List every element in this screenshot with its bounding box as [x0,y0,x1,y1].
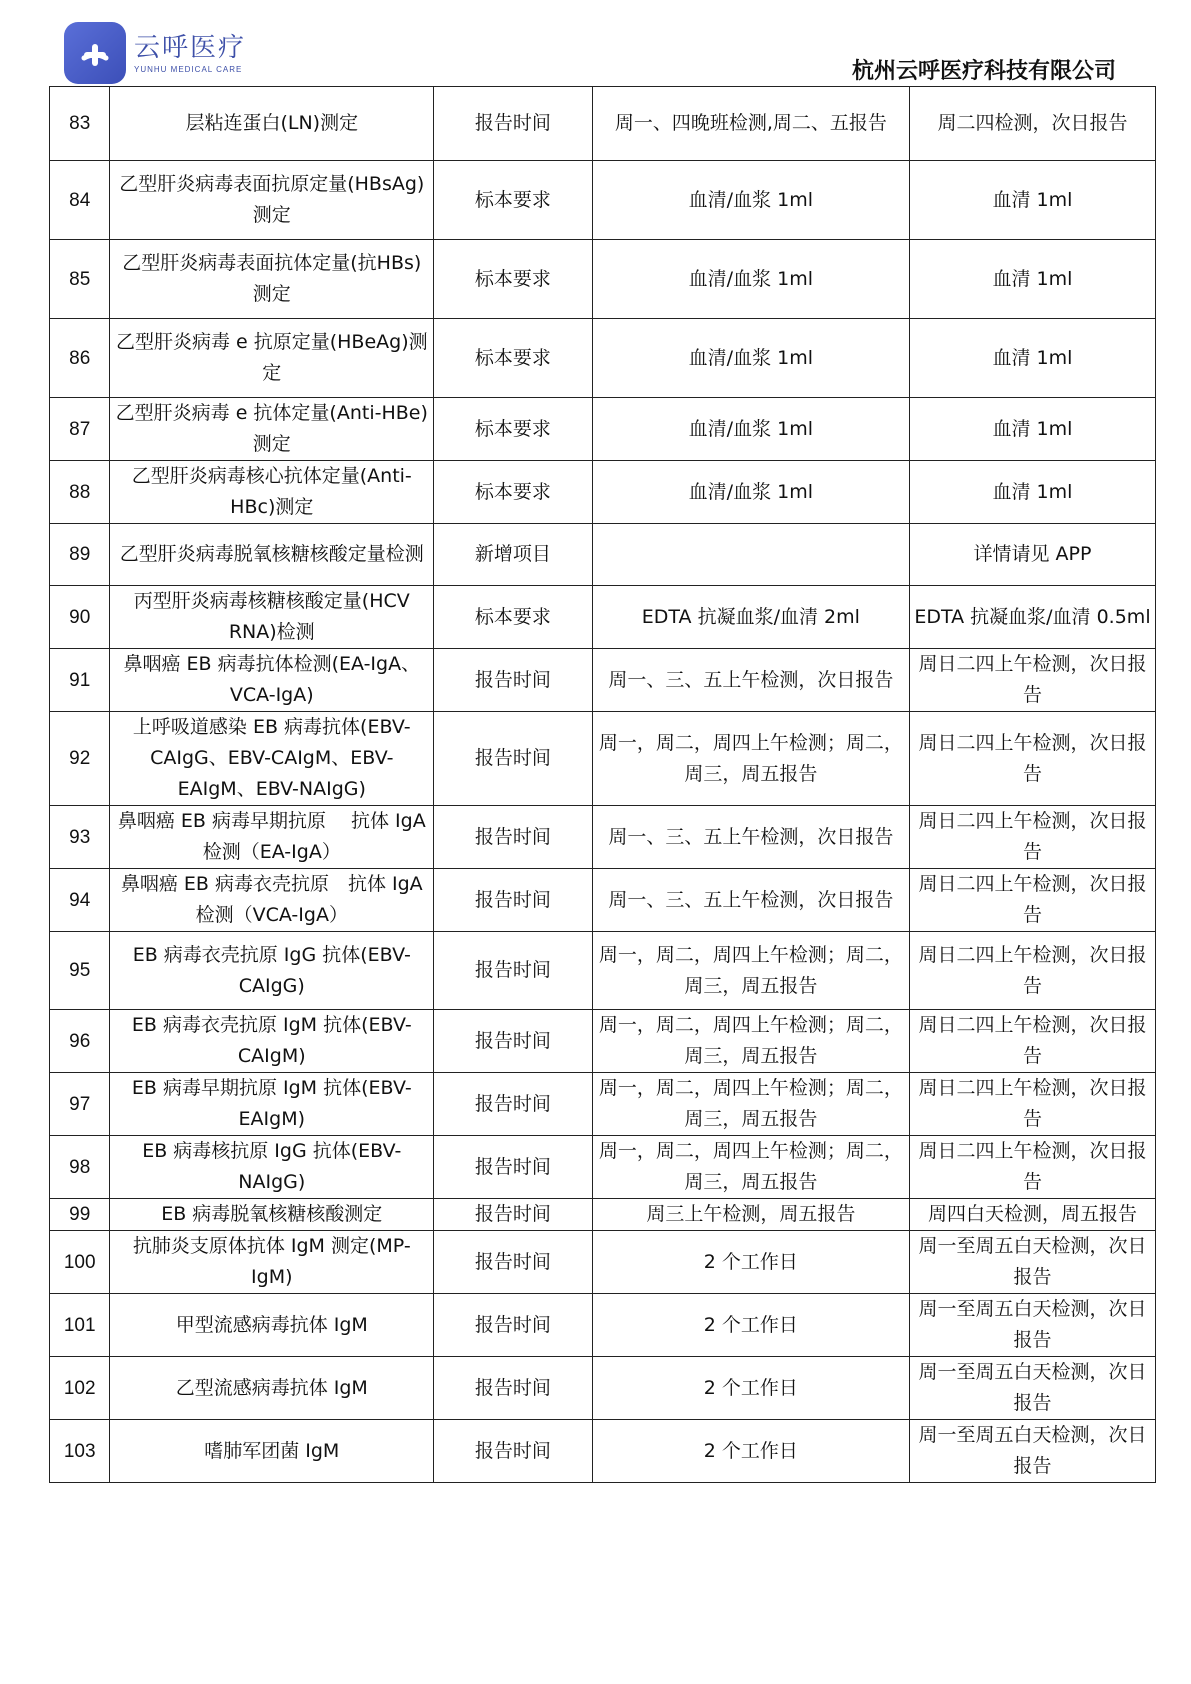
requirement-value: 2 个工作日 [592,1357,909,1420]
test-item-name: 乙型肝炎病毒 e 抗体定量(Anti-HBe)测定 [110,398,434,461]
alternate-value: 周一至周五白天检测，次日报告 [909,1294,1155,1357]
requirement-value: 周一，周二，周四上午检测；周二，周三，周五报告 [592,1073,909,1136]
table-row [50,1073,1156,1136]
row-number: 99 [50,1199,110,1231]
table-row [50,1294,1156,1357]
table-row [50,1010,1156,1073]
requirement-value [592,524,909,586]
requirement-value: 周一，周二，周四上午检测；周二，周三，周五报告 [592,1010,909,1073]
alternate-value: 周一至周五白天检测，次日报告 [909,1231,1155,1294]
row-number: 85 [50,240,110,319]
table-row [50,1199,1156,1231]
info-type: 新增项目 [434,524,593,586]
test-item-name: EB 病毒衣壳抗原 IgM 抗体(EBV-CAIgM) [110,1010,434,1073]
table-row [50,586,1156,649]
logo-mark-icon [64,22,126,84]
test-item-name: EB 病毒衣壳抗原 IgG 抗体(EBV-CAIgG) [110,932,434,1010]
row-number: 84 [50,161,110,240]
test-item-name: 鼻咽癌 EB 病毒衣壳抗原 抗体 IgA 检测（VCA-IgA） [110,869,434,932]
row-number: 92 [50,712,110,806]
alternate-value: 详情请见 APP [909,524,1155,586]
logo-english: YUNHU MEDICAL CARE [134,64,243,74]
requirement-value: 周三上午检测，周五报告 [592,1199,909,1231]
alternate-value: 周日二四上午检测，次日报告 [909,1073,1155,1136]
table-row [50,869,1156,932]
alternate-value: 周一至周五白天检测，次日报告 [909,1420,1155,1483]
table-row [50,712,1156,806]
info-type: 标本要求 [434,461,593,524]
info-type: 报告时间 [434,806,593,869]
info-type: 报告时间 [434,1010,593,1073]
info-type: 报告时间 [434,1136,593,1199]
requirement-value: 周一，周二，周四上午检测；周二，周三，周五报告 [592,712,909,806]
row-number: 94 [50,869,110,932]
row-number: 103 [50,1420,110,1483]
info-type: 报告时间 [434,869,593,932]
requirement-value: EDTA 抗凝血浆/血清 2ml [592,586,909,649]
row-number: 86 [50,319,110,398]
requirement-value: 周一、三、五上午检测，次日报告 [592,806,909,869]
info-type: 标本要求 [434,398,593,461]
requirement-value: 血清/血浆 1ml [592,161,909,240]
info-type: 报告时间 [434,712,593,806]
test-item-name: 丙型肝炎病毒核糖核酸定量(HCV RNA)检测 [110,586,434,649]
info-type: 标本要求 [434,161,593,240]
row-number: 89 [50,524,110,586]
alternate-value: 周日二四上午检测，次日报告 [909,806,1155,869]
row-number: 91 [50,649,110,712]
test-item-table [49,86,1156,1483]
test-item-name: 乙型流感病毒抗体 IgM [110,1357,434,1420]
alternate-value: 周一至周五白天检测，次日报告 [909,1357,1155,1420]
row-number: 102 [50,1357,110,1420]
row-number: 90 [50,586,110,649]
alternate-value: 血清 1ml [909,461,1155,524]
info-type: 报告时间 [434,1294,593,1357]
table-row [50,398,1156,461]
requirement-value: 周一、三、五上午检测，次日报告 [592,869,909,932]
test-item-name: 鼻咽癌 EB 病毒抗体检测(EA-IgA、VCA-IgA) [110,649,434,712]
requirement-value: 周一，周二，周四上午检测；周二，周三，周五报告 [592,1136,909,1199]
test-item-name: 甲型流感病毒抗体 IgM [110,1294,434,1357]
requirement-value: 2 个工作日 [592,1420,909,1483]
requirement-value: 血清/血浆 1ml [592,398,909,461]
info-type: 标本要求 [434,586,593,649]
table-row [50,240,1156,319]
row-number: 96 [50,1010,110,1073]
requirement-value: 血清/血浆 1ml [592,240,909,319]
alternate-value: 血清 1ml [909,398,1155,461]
alternate-value: 血清 1ml [909,319,1155,398]
table-row [50,932,1156,1010]
info-type: 报告时间 [434,1420,593,1483]
test-item-name: 层粘连蛋白(LN)测定 [110,87,434,161]
table-row [50,461,1156,524]
test-item-name: 乙型肝炎病毒表面抗原定量(HBsAg)测定 [110,161,434,240]
table-row [50,1136,1156,1199]
table-row [50,319,1156,398]
info-type: 报告时间 [434,932,593,1010]
info-type: 报告时间 [434,649,593,712]
alternate-value: 血清 1ml [909,240,1155,319]
requirement-value: 周一、三、五上午检测，次日报告 [592,649,909,712]
alternate-value: EDTA 抗凝血浆/血清 0.5ml [909,586,1155,649]
row-number: 97 [50,1073,110,1136]
alternate-value: 血清 1ml [909,161,1155,240]
company-logo [64,22,246,84]
test-item-name: 乙型肝炎病毒 e 抗原定量(HBeAg)测定 [110,319,434,398]
table-row [50,87,1156,161]
alternate-value: 周日二四上午检测，次日报告 [909,712,1155,806]
test-item-name: 乙型肝炎病毒脱氧核糖核酸定量检测 [110,524,434,586]
row-number: 83 [50,87,110,161]
info-type: 标本要求 [434,319,593,398]
alternate-value: 周日二四上午检测，次日报告 [909,1010,1155,1073]
info-type: 标本要求 [434,240,593,319]
table-row [50,649,1156,712]
table-row [50,1231,1156,1294]
info-type: 报告时间 [434,1231,593,1294]
row-number: 101 [50,1294,110,1357]
info-type: 报告时间 [434,1073,593,1136]
alternate-value: 周二四检测，次日报告 [909,87,1155,161]
requirement-value: 血清/血浆 1ml [592,461,909,524]
row-number: 98 [50,1136,110,1199]
alternate-value: 周日二四上午检测，次日报告 [909,869,1155,932]
requirement-value: 周一，周二，周四上午检测；周二，周三，周五报告 [592,932,909,1010]
row-number: 88 [50,461,110,524]
alternate-value: 周四白天检测，周五报告 [909,1199,1155,1231]
alternate-value: 周日二四上午检测，次日报告 [909,1136,1155,1199]
requirement-value: 2 个工作日 [592,1231,909,1294]
alternate-value: 周日二四上午检测，次日报告 [909,649,1155,712]
test-item-name: EB 病毒早期抗原 IgM 抗体(EBV-EAIgM) [110,1073,434,1136]
test-item-name: 鼻咽癌 EB 病毒早期抗原 抗体 IgA 检测（EA-IgA） [110,806,434,869]
test-item-name: 乙型肝炎病毒表面抗体定量(抗HBs)测定 [110,240,434,319]
table-row [50,806,1156,869]
test-item-name: EB 病毒脱氧核糖核酸测定 [110,1199,434,1231]
company-name: 杭州云呼医疗科技有限公司 [851,59,1116,84]
test-item-name: 乙型肝炎病毒核心抗体定量(Anti-HBc)测定 [110,461,434,524]
row-number: 95 [50,932,110,1010]
test-item-name: 上呼吸道感染 EB 病毒抗体(EBV-CAIgG、EBV-CAIgM、EBV-EAIgM、EBV-NAIgG) [110,712,434,806]
requirement-value: 血清/血浆 1ml [592,319,909,398]
test-item-name: 抗肺炎支原体抗体 IgM 测定(MP-IgM) [110,1231,434,1294]
logo-chinese: 云呼医疗 [134,32,247,63]
info-type: 报告时间 [434,1357,593,1420]
alternate-value: 周日二四上午检测，次日报告 [909,932,1155,1010]
test-item-name: 嗜肺军团菌 IgM [110,1420,434,1483]
table-row [50,524,1156,586]
table-row [50,1420,1156,1483]
info-type: 报告时间 [434,87,593,161]
row-number: 100 [50,1231,110,1294]
requirement-value: 2 个工作日 [592,1294,909,1357]
row-number: 93 [50,806,110,869]
info-type: 报告时间 [434,1199,593,1231]
table-row [50,1357,1156,1420]
table-row [50,161,1156,240]
requirement-value: 周一、四晚班检测,周二、五报告 [592,87,909,161]
row-number: 87 [50,398,110,461]
test-item-name: EB 病毒核抗原 IgG 抗体(EBV-NAIgG) [110,1136,434,1199]
